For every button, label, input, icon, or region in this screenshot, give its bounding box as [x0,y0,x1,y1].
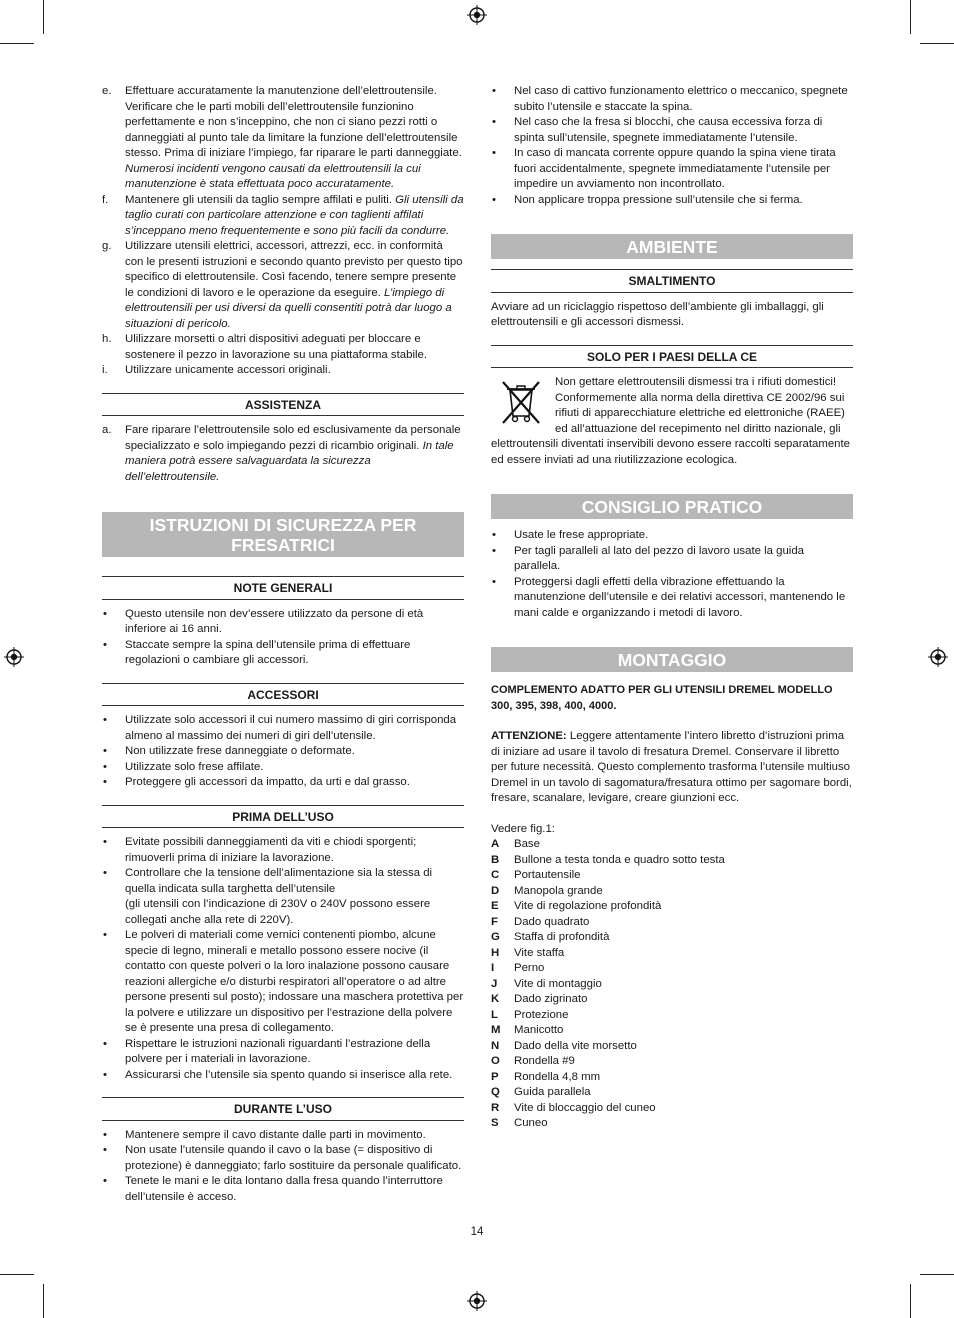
item-text: Questo utensile non dev’essere utilizzato da persone di età inferiore ai 16 anni. [125,607,424,635]
bullet-marker: • [492,544,496,557]
legend-label: Bullone a testa tonda e quadro sotto testa [514,853,725,866]
legend-key: A [491,838,500,850]
bullet-marker: • [103,1037,107,1050]
item-letter: f. [102,193,109,206]
list-item [102,928,464,1037]
item-text: Staccate sempre la spina dell’utensile prima di effettuare regolazioni o cambiare gli accessori. [125,638,411,666]
fig-reference: Vedere fig.1: [491,822,555,835]
item-text: Usate le frese appropriate. [514,529,649,541]
list-item [491,575,853,622]
bullet-marker: • [492,85,496,97]
item-italic-text: Gli utensili da taglio curati con particolare attenzione e con taglienti affilati s’inceppano meno frequentemente e sono più facili da condurre. [125,193,464,237]
list-item [102,638,464,669]
bullet-marker: • [103,836,107,848]
accessori-list [102,713,464,791]
legend-item [491,1085,853,1101]
item-letter: h. [102,333,112,345]
item-italic-text: In tale maniera potrà essere salvaguardata la sicurezza dell’elettroutensile. [125,439,454,483]
list-item [491,115,853,146]
bullet-marker: • [103,1144,107,1156]
list-item [491,544,853,575]
legend-label: Portautensile [514,869,581,881]
item-letter: e. [102,85,112,97]
list-item [491,193,853,209]
item-text: Nel caso che la fresa si blocchi, che causa eccessiva forza di spinta sull’utensile, spegnete immediatamente l’utensile. [514,116,823,144]
parts-legend [491,837,853,1132]
legend-label: Dado zigrinato [514,993,588,1005]
bullet-marker: • [103,1068,107,1081]
list-item [102,607,464,638]
item-text: Proteggersi dagli effetti della vibrazione effettuando la manutenzione dell’utensile e dei relativi accessori, mantenendo le mani calde e organizzando i metodi di lavoro. [514,575,846,619]
crop-mark [920,43,954,44]
list-item [102,84,464,193]
bullet-marker: • [492,529,496,541]
crop-mark [910,1284,911,1318]
item-text: Assicurarsi che l’utensile sia spento quando si inserisce alla rete. [125,1068,453,1081]
legend-label: Vite di montaggio [514,977,602,990]
legend-label: Guida parallela [514,1086,591,1098]
crossed-out-wheelie-bin-icon [497,379,545,425]
list-item [102,1068,464,1084]
maintenance-list [102,84,464,379]
legend-key: K [491,993,500,1005]
crop-mark [43,1284,44,1318]
item-text: Nel caso di cattivo funzionamento elettrico o meccanico, spegnete subito l’utensile e staccate la spina. [514,85,848,113]
list-item [102,1128,464,1144]
legend-item [491,1101,853,1117]
section-heading-note-generali: NOTE GENERALI [102,576,464,600]
attention-text: Leggere attentamente l’intero libretto d’istruzioni prima di iniziare ad usare il tavolo di fresatura Dremel. Conservare il libretto per future necessità. Questo complemento trasforma l’utensile multiuso Dremel in un tavolo di sagomatura/fresatura ottimo per sagomare bordi, fresare, scanalare, levigare, creare giunzioni ecc. [491,730,852,804]
legend-label: Dado quadrato [514,915,590,928]
legend-label: Rondella 4,8 mm [514,1070,601,1083]
legend-key: L [491,1008,498,1021]
section-heading-prima-uso: PRIMA DELL’USO [102,805,464,829]
list-item [102,760,464,776]
item-letter: g. [102,240,112,252]
registration-mark-icon [928,647,948,667]
legend-key: D [491,884,500,897]
list-item [102,239,464,332]
durante-uso-list [102,1128,464,1206]
item-text: Non usate l’utensile quando il cavo o la base (= dispositivo di protezione) è danneggiato; farlo sostituire da personale qualificato. [125,1144,462,1172]
list-item [102,332,464,363]
left-column [102,84,464,1205]
item-italic-text: Numerosi incidenti vengono causati da elettroutensili la cui manutenzione è stata effettuata poco accuratamente. [125,162,421,190]
legend-key: F [491,915,498,928]
legend-label: Cuneo [514,1117,548,1129]
consiglio-pratico-list [491,528,853,621]
legend-label: Rondella #9 [514,1055,575,1067]
bullet-marker: • [492,575,496,588]
banner-consiglio-pratico: CONSIGLIO PRATICO [491,494,853,519]
durante-uso-continued-list [491,84,853,208]
item-text: Utilizzare utensili elettrici, accessori, attrezzi, ecc. in conformità con le presenti istruzioni e secondo quanto previsto per questo tipo specifico di elettroutensile. Così facendo, tenere sempre presente le condizioni di lavoro e le operazione da eseguire. [125,240,463,299]
legend-key: R [491,1101,500,1114]
item-italic-text: L’impiego di elettroutensili per usi diversi da quelli consentiti potrà dar luogo a situazioni di pericolo. [125,286,452,330]
bullet-marker: • [103,776,107,788]
legend-label: Base [514,838,540,850]
crop-mark [920,1274,954,1275]
legend-item [491,853,853,869]
crop-mark [0,1274,34,1275]
list-item [102,713,464,744]
section-heading-accessori: ACCESSORI [102,683,464,707]
item-text: Utilizzare unicamente accessori originali. [125,364,331,376]
item-text: Mantenere gli utensili da taglio sempre affilati e puliti. [125,193,396,206]
legend-label: Staffa di profondità [514,931,610,943]
legend-item [491,1070,853,1086]
item-text: Evitate possibili danneggiamenti da viti e chiodi sporgenti; rimuoverli prima di iniziare la lavorazione. [125,836,417,864]
bullet-marker: • [103,745,107,757]
legend-key: O [491,1055,500,1067]
crop-mark [43,0,44,34]
assistenza-list [102,423,464,485]
list-item [491,146,853,193]
bullet-marker: • [103,607,107,620]
banner-istruzioni-sicurezza: ISTRUZIONI DI SICUREZZA PER FRESATRICI [102,512,464,557]
registration-mark-icon [467,1291,487,1311]
list-item [102,1037,464,1068]
item-text: Utilizzate solo frese affilate. [125,760,264,773]
legend-key: I [491,962,495,974]
list-item [102,1174,464,1205]
legend-item [491,1054,853,1070]
legend-item [491,1023,853,1039]
bullet-marker: • [492,193,496,206]
legend-item [491,977,853,993]
legend-item [491,884,853,900]
list-item [491,528,853,544]
bullet-marker: • [103,760,107,773]
legend-key: H [491,946,500,959]
list-item [102,775,464,791]
crop-mark [910,0,911,34]
item-text: Controllare che la tensione dell’alimentazione sia la stessa di quella indicata sulla targhetta dell’utensile (gli utensili con l’indicazione di 230V o 240V possono essere collegati anche alla rete di 220V). [125,867,433,926]
legend-item [491,930,853,946]
item-text: Utilizzate solo accessori il cui numero massimo di giri corrisponda almeno al massimo dei numeri di giri dell’utensile. [125,714,457,742]
list-item [102,744,464,760]
legend-item [491,1116,853,1132]
smaltimento-text: Avviare ad un riciclaggio rispettoso dell’ambiente gli imballaggi, gli elettroutensili e gli accessori dismessi. [491,300,824,328]
weee-text: Non gettare elettroutensili dismessi tra i rifiuti domestici! Conformemente alla norma della direttiva CE 2002/96 sui rifiuti di apparecchiature elettriche ed elettroniche (RAEE) ed all’attuazione del recepimento nel diritto nazionale, gli elettroutensili diventati inservibili devono essere raccolti separatamente ed essere inviati ad una riutilizzazione ecologica. [491,376,850,466]
legend-item [491,899,853,915]
item-text: Ulilizzare morsetti o altri dispositivi adeguati per bloccare e sostenere il pezzo in lavorazione su una piattaforma stabile. [125,333,428,361]
list-item [102,363,464,379]
item-text: Proteggere gli accessori da impatto, da urti e dal grasso. [125,776,410,788]
legend-key: Q [491,1086,500,1098]
legend-label: Dado della vite morsetto [514,1039,637,1052]
item-text: Fare riparare l’elettroutensile solo ed esclusivamente da personale specializzato e solo impiegando pezzi di ricambio originali. [125,424,461,452]
legend-label: Vite di bloccaggio del cuneo [514,1101,656,1114]
list-item [491,84,853,115]
legend-key: B [491,853,500,866]
section-heading-durante-uso: DURANTE L’USO [102,1097,464,1121]
page-number: 14 [470,1226,484,1238]
note-generali-list [102,607,464,669]
legend-key: M [491,1024,501,1036]
bullet-marker: • [103,1175,107,1187]
legend-item [491,961,853,977]
bullet-marker: • [103,929,107,941]
item-text: Mantenere sempre il cavo distante dalle parti in movimento. [125,1128,426,1141]
legend-key: C [491,869,500,881]
legend-label: Protezione [514,1008,569,1021]
item-text: Rispettare le istruzioni nazionali riguardanti l’estrazione della polvere per i materiali in lavorazione. [125,1037,431,1065]
section-heading-paesi-ce: SOLO PER I PAESI DELLA CE [491,345,853,369]
registration-mark-icon [4,647,24,667]
attention-label: ATTENZIONE: [491,730,567,742]
legend-key: S [491,1117,499,1129]
bullet-marker: • [103,1128,107,1141]
bullet-marker: • [103,867,107,879]
crop-mark [0,43,34,44]
legend-item [491,915,853,931]
list-item [102,423,464,485]
item-text: In caso di mancata corrente oppure quando la spina viene tirata fuori accidentalmente, spegnete immediatamente l’utensile per impedire un avviamento non incontrollato. [514,147,836,190]
legend-label: Vite staffa [514,946,565,959]
legend-item [491,946,853,962]
legend-key: N [491,1039,500,1052]
prima-uso-list [102,835,464,1083]
bullet-marker: • [492,116,496,128]
list-item [102,1143,464,1174]
item-letter: i. [102,364,108,376]
legend-label: Perno [514,962,545,974]
bullet-marker: • [103,714,107,726]
legend-label: Manicotto [514,1024,564,1036]
item-text: Non applicare troppa pressione sull’utensile che si ferma. [514,193,803,206]
section-heading-smaltimento: SMALTIMENTO [491,269,853,293]
legend-item [491,868,853,884]
section-heading-assistenza: ASSISTENZA [102,393,464,417]
legend-key: E [491,900,499,912]
bullet-marker: • [492,147,496,159]
legend-label: Manopola grande [514,884,603,897]
legend-item [491,837,853,853]
legend-item [491,992,853,1008]
legend-key: P [491,1070,499,1083]
legend-key: J [491,977,498,990]
bullet-marker: • [103,638,107,651]
list-item [102,193,464,240]
item-text: Non utilizzate frese danneggiate o deformate. [125,745,355,757]
legend-item [491,1039,853,1055]
weee-notice [491,375,853,468]
item-text: Tenete le mani e le dita lontano dalla fresa quando l’interruttore dell’utensile è acceso. [125,1175,443,1203]
attention-paragraph [491,729,853,807]
item-text: Le polveri di materiali come vernici contenenti piombo, alcune specie di legno, minerali e metallo possono essere nocive (il contatto con queste polveri o la loro inalazione possono causare reazioni allergiche e/o disturbi respiratori all’operatore o ad altre persone presenti sul posto); indossare una maschera protettiva per la polvere e utilizzare un dispositivo per l’estrazione della polvere se è presente una presa di collegamento. [125,929,464,1034]
legend-key: G [491,931,500,943]
list-item [102,866,464,928]
registration-mark-icon [467,5,487,25]
list-item [102,835,464,866]
right-column [491,84,853,1132]
legend-item [491,1008,853,1024]
item-text: Per tagli paralleli al lato del pezzo di lavoro usate la guida parallela. [514,544,805,572]
montaggio-intro: COMPLEMENTO ADATTO PER GLI UTENSILI DREMEL MODELLO 300, 395, 398, 400, 4000. [491,684,833,712]
item-letter: a. [102,424,112,436]
item-text: Effettuare accuratamente la manutenzione dell’elettroutensile. Verificare che le parti mobili dell’elettroutensile funzionino perfettamente e non s’inceppino, che non ci siano pezzi rotti o danneggiati al punto tale da limitare la funzione dell’elettroutensile stesso. Prima di iniziare l’impiego, far riparare le parti danneggiate. [125,85,462,159]
legend-label: Vite di regolazione profondità [514,900,662,912]
banner-montaggio: MONTAGGIO [491,647,853,672]
banner-ambiente: AMBIENTE [491,234,853,259]
